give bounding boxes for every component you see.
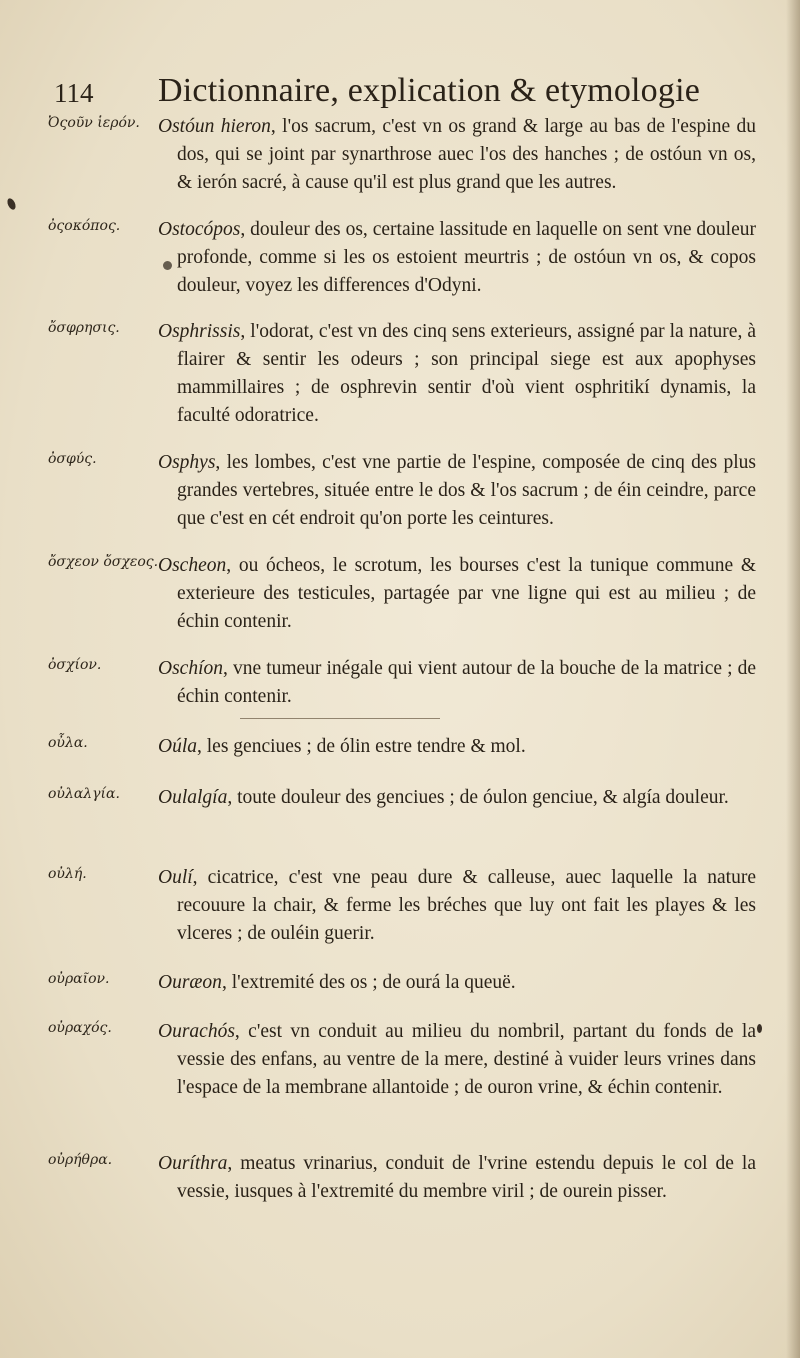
greek-term: Ὀςοῦν ἱερόν. [48, 115, 140, 131]
headword: Ouríthra [158, 1153, 228, 1174]
entry-text [158, 655, 756, 711]
definition: , meatus vrinarius, conduit de l'vrine estendu depuis le col de la vessie, iusques à l'extremité du membre viril ; de ourein pisser. [177, 1153, 756, 1202]
ink-speck [6, 197, 17, 211]
headword: Ostóun hieron [158, 116, 271, 137]
greek-term: ὀσφύς. [48, 451, 97, 467]
entry-text [158, 1150, 756, 1206]
definition: , cicatrice, c'est vne peau dure & calleuse, auec laquelle la nature recouure la chair, & ferme les bréches que luy ont fait les playes & les vlceres ; de ouléin guerir. [177, 867, 756, 944]
separator-line [240, 718, 440, 719]
greek-term: ὀςοκόπος. [48, 218, 121, 234]
entry-text [158, 449, 756, 533]
entry-text [158, 864, 756, 948]
ink-speck [163, 261, 172, 270]
headword: Osphys [158, 452, 216, 473]
page-edge-shadow [786, 0, 800, 1358]
greek-term: ὄσφρησις. [48, 320, 120, 336]
entry-text [158, 784, 756, 812]
definition: , vne tumeur inégale qui vient autour de la bouche de la matrice ; de échin contenir. [177, 658, 756, 707]
definition: , les genciues ; de ólin estre tendre & mol. [197, 736, 526, 757]
entry-text [158, 1018, 756, 1102]
headword: Oschíon [158, 658, 223, 679]
greek-term: οὖλα. [48, 735, 88, 751]
definition: , toute douleur des genciues ; de óulon genciue, & algía douleur. [227, 787, 729, 808]
entry-text [158, 552, 756, 636]
definition: , ou ócheos, le scrotum, les bourses c'est la tunique commune & exterieure des testicules, partagée par vne ligne qui est au milieu ; de échin contenir. [177, 555, 756, 632]
headword: Oulí [158, 867, 193, 888]
entry-text [158, 113, 756, 197]
entry-text [158, 969, 756, 997]
definition: , l'extremité des os ; de ourá la queuë. [221, 972, 516, 993]
greek-term: οὐρήθρα. [48, 1152, 113, 1168]
headword: Oulalgía [158, 787, 228, 808]
entry-text [158, 733, 756, 761]
definition: , les lombes, c'est vne partie de l'espine, composée de cinq des plus grandes vertebres, située entre le dos & l'os sacrum ; de éin ceindre, parce que c'est en cét endroit qu'on porte les ceintures. [177, 452, 756, 529]
greek-term: οὐραῖον. [48, 971, 110, 987]
headword: Ostocópos [158, 219, 241, 240]
definition: , douleur des os, certaine lassitude en laquelle on sent vne douleur profonde, comme si les os estoient meurtris ; de ostóun vn os, & copos douleur, voyez les differences d'Odyni. [177, 219, 756, 296]
running-title: Dictionnaire, explication & etymologie [158, 72, 701, 109]
greek-term: ὀσχίον. [48, 657, 102, 673]
greek-term: ὄσχεον ὄσχεος. [48, 554, 159, 570]
definition: , l'os sacrum, c'est vn os grand & large au bas de l'espine du dos, qui se joint par synarthrose auec l'os des hanches ; de ostóun vn os, & ierón sacré, à cause qu'il est plus grand que les autres. [177, 116, 756, 193]
greek-term: οὐλαλγία. [48, 786, 120, 802]
headword: Ouræon [158, 972, 222, 993]
greek-term: οὐλή. [48, 866, 87, 882]
headword: Oscheon [158, 555, 227, 576]
headword: Ourachós [158, 1021, 235, 1042]
definition: , l'odorat, c'est vn des cinq sens exterieurs, assigné par la nature, à flairer & sentir les odeurs ; son principal siege est aux apophyses mammillaires ; de osphrevin sentir d'où vient osphritikí dynamis, la faculté odoratrice. [177, 321, 756, 426]
headword: Osphrissis [158, 321, 241, 342]
definition: , c'est vn conduit au milieu du nombril, partant du fonds de la vessie des enfans, au ventre de la mere, destiné à vuider leurs vrines dans l'espace de la membrane allantoide ; de ouron vrine, & échin contenir. [177, 1021, 756, 1098]
greek-term: οὐραχός. [48, 1020, 112, 1036]
headword: Oúla [158, 736, 197, 757]
entry-text [158, 318, 756, 430]
page-number: 114 [54, 78, 94, 108]
entry-text [158, 216, 756, 300]
ink-speck [757, 1024, 762, 1033]
